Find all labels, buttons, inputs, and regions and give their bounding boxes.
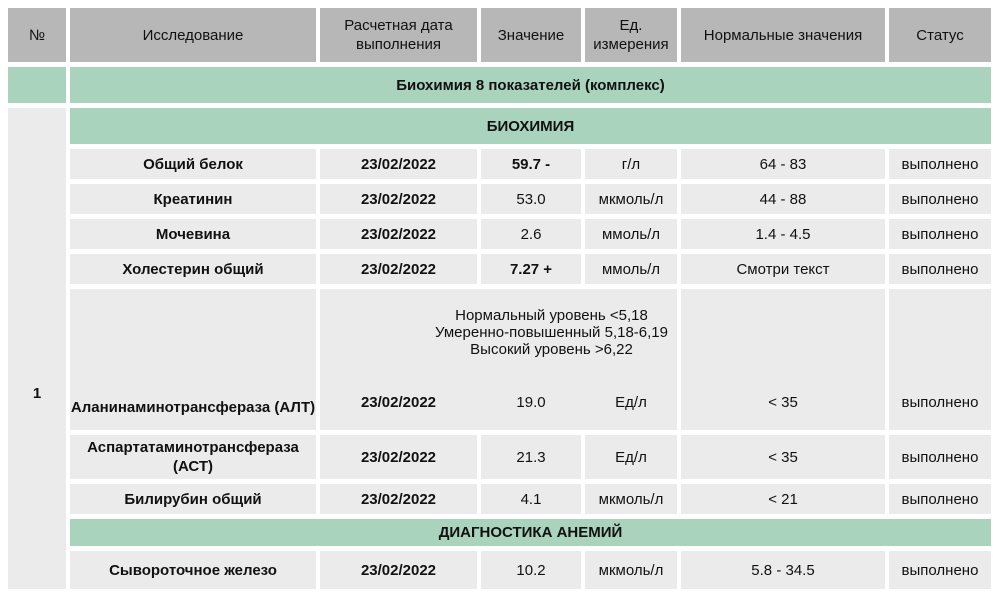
col-header-unit: Ед. измерения [585,8,677,62]
test-status-cell: выполнено [889,435,991,479]
test-normal-cell: 44 - 88 [681,184,885,214]
test-name-cell: Мочевина [70,219,316,249]
test-value-cell: 59.7 - [481,149,581,179]
test-normal-cell: < 35 [681,289,885,430]
test-name-cell: Холестерин общий [70,254,316,284]
test-normal-cell: Смотри текст [681,254,885,284]
test-value-cell: 7.27 + [481,254,581,284]
test-name-cell: Аспартатаминотрансфераза (АСТ) [70,435,316,479]
test-date-cell: 23/02/2022 [320,219,477,249]
section-header-biochemistry: БИОХИМИЯ [70,108,991,144]
note-line: Нормальный уровень <5,18 [455,307,648,324]
test-normal-cell: 64 - 83 [681,149,885,179]
test-status-cell: выполнено [889,484,991,514]
test-date-cell: 23/02/2022 [320,551,477,589]
test-unit-cell: мкмоль/л [585,551,677,589]
test-date-cell: 23/02/2022 [320,254,477,284]
col-header-value: Значение [481,8,581,62]
test-value-cell: 2.6 [481,219,581,249]
test-normal-cell: 1.4 - 4.5 [681,219,885,249]
col-header-test: Исследование [70,8,316,62]
test-name-cell: Билирубин общий [70,484,316,514]
test-status-cell: выполнено [889,289,991,430]
test-status-cell: выполнено [889,219,991,249]
test-normal-cell: < 35 [681,435,885,479]
test-status-cell: выполнено [889,184,991,214]
test-unit-cell: г/л [585,149,677,179]
test-name-cell: Креатинин [70,184,316,214]
test-date-cell: 23/02/2022 [360,394,437,411]
section-header-anemia: ДИАГНОСТИКА АНЕМИЙ [70,519,991,546]
col-header-normal: Нормальные значения [681,8,885,62]
test-normal-cell: < 21 [681,484,885,514]
test-status-cell: выполнено [889,551,991,589]
cholesterol-note-and-alt-values [320,289,677,430]
test-date-cell: 23/02/2022 [320,184,477,214]
test-unit-cell: ммоль/л [585,219,677,249]
test-value-cell: 4.1 [481,484,581,514]
panel-band-number-cell [8,67,66,103]
test-name-cell: Аланинаминотрансфераза (АЛТ) [70,289,316,430]
col-header-number: № [8,8,66,62]
test-status-cell: выполнено [889,254,991,284]
test-unit-cell: Ед/л [615,394,647,411]
test-value-cell: 19.0 [516,394,546,411]
test-date-cell: 23/02/2022 [320,435,477,479]
test-unit-cell: Ед/л [585,435,677,479]
test-name-cell: Сывороточное железо [70,551,316,589]
col-header-status: Статус [889,8,991,62]
test-name-cell: Общий белок [70,149,316,179]
row-number-cell: 1 [8,108,66,589]
cholesterol-note [373,289,730,358]
panel-title: Биохимия 8 показателей (комплекс) [70,67,991,103]
note-line: Высокий уровень >6,22 [470,341,633,358]
test-normal-cell: 5.8 - 34.5 [681,551,885,589]
test-date-cell: 23/02/2022 [320,484,477,514]
alt-values-row [320,393,677,430]
test-unit-cell: мкмоль/л [585,484,677,514]
test-value-cell: 10.2 [481,551,581,589]
test-date-cell: 23/02/2022 [320,149,477,179]
note-line: Умеренно-повышенный 5,18-6,19 [435,324,668,341]
col-header-date: Расчетная дата выполнения [320,8,477,62]
test-status-cell: выполнено [889,149,991,179]
test-unit-cell: ммоль/л [585,254,677,284]
test-value-cell: 21.3 [481,435,581,479]
test-value-cell: 53.0 [481,184,581,214]
test-unit-cell: мкмоль/л [585,184,677,214]
